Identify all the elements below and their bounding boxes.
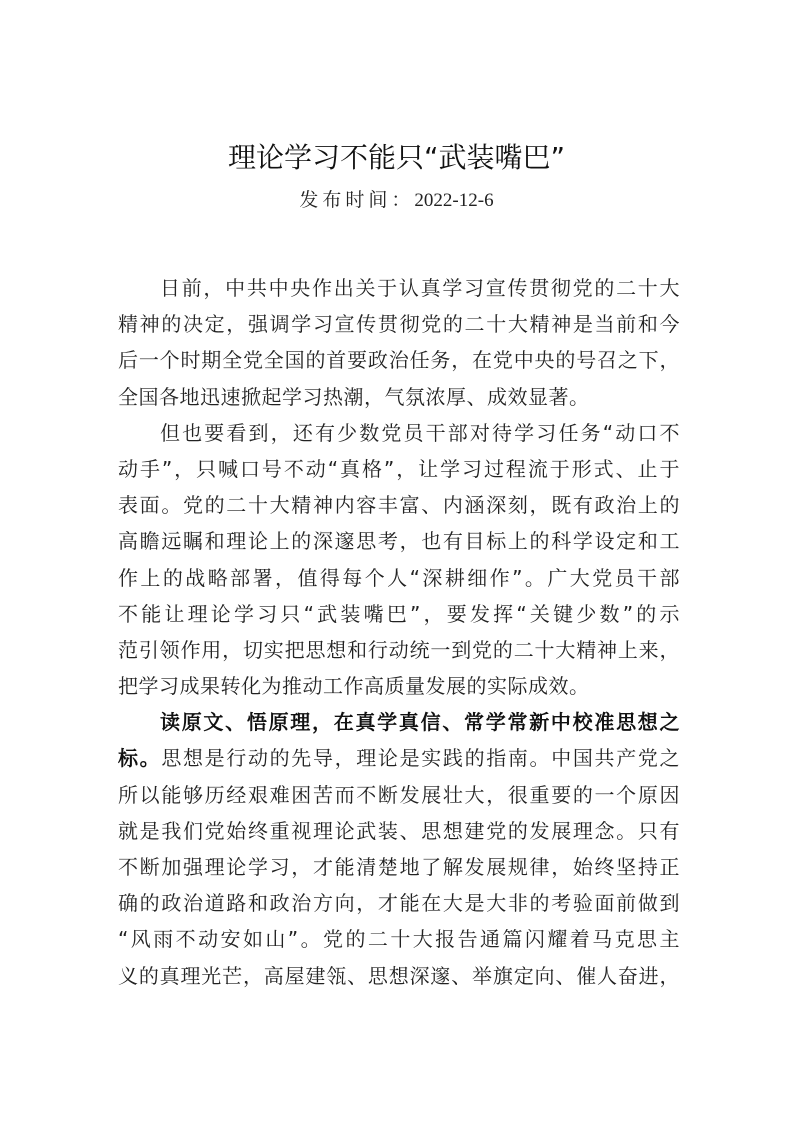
text-line: 不能让理论学习只“武装嘴巴”，要发挥“关键少数”的示 [118,601,680,626]
text-line: 不断加强理论学习，才能清楚地了解发展规律，始终坚持正 [118,855,680,879]
section-heading-line [118,704,680,740]
text-line: 范引领作用，切实把思想和行动统一到党的二十大精神上来， [118,637,680,662]
text-span: 思想是行动的先导，理论是实践的指南。中国共产党之 [161,746,681,771]
paragraph-2 [118,415,680,705]
paragraph-3 [118,704,680,994]
article-body [118,270,680,994]
text-line: “风雨不动安如山”。党的二十大报告通篇闪耀着马克思主 [118,927,680,952]
text-line [118,740,680,776]
text-line: 把学习成果转化为推动工作高质量发展的实际成效。 [118,674,590,699]
paragraph-1 [118,270,680,415]
text-line: 确的政治道路和政治方向，才能在大是大非的考验面前做到 [118,891,680,916]
text-line: 日前，中共中央作出关于认真学习宣传贯彻党的二十大 [160,276,680,300]
text-line: 表面。党的二十大精神内容丰富、内涵深刻，既有政治上的 [118,493,680,518]
page-title: 理论学习不能只“武装嘴巴” [227,141,565,174]
text-line: 高瞻远瞩和理论上的深邃思考，也有目标上的科学设定和工 [118,529,680,554]
text-line: 动手”，只喊口号不动“真格”，让学习过程流于形式、止于 [118,456,680,481]
text-line: 精神的决定，强调学习宣传贯彻党的二十大精神是当前和今 [118,312,680,337]
publish-date-label: 发布时间： [299,190,415,211]
publish-date-value: 2022-12-6 [414,190,494,211]
section-heading: 读原文、悟原理，在真学真信、常学常新中校准思想之 [160,710,680,735]
text-line: 后一个时期全党全国的首要政治任务，在党中央的号召之下， [118,348,680,373]
publish-date [0,186,793,216]
text-line: 就是我们党始终重视理论武装、思想建党的发展理念。只有 [118,818,680,843]
text-line: 所以能够历经艰难困苦而不断发展壮大，很重要的一个原因 [118,782,680,807]
section-heading-end: 标。 [118,746,162,771]
text-line: 义的真理光芒，高屋建瓴、思想深邃、举旗定向、催人奋进， [118,963,680,988]
text-line: 但也要看到，还有少数党员干部对待学习任务“动口不 [160,420,680,445]
text-line: 作上的战略部署，值得每个人“深耕细作”。广大党员干部 [118,565,680,590]
text-line: 全国各地迅速掀起学习热潮，气氛浓厚、成效显著。 [118,384,590,409]
